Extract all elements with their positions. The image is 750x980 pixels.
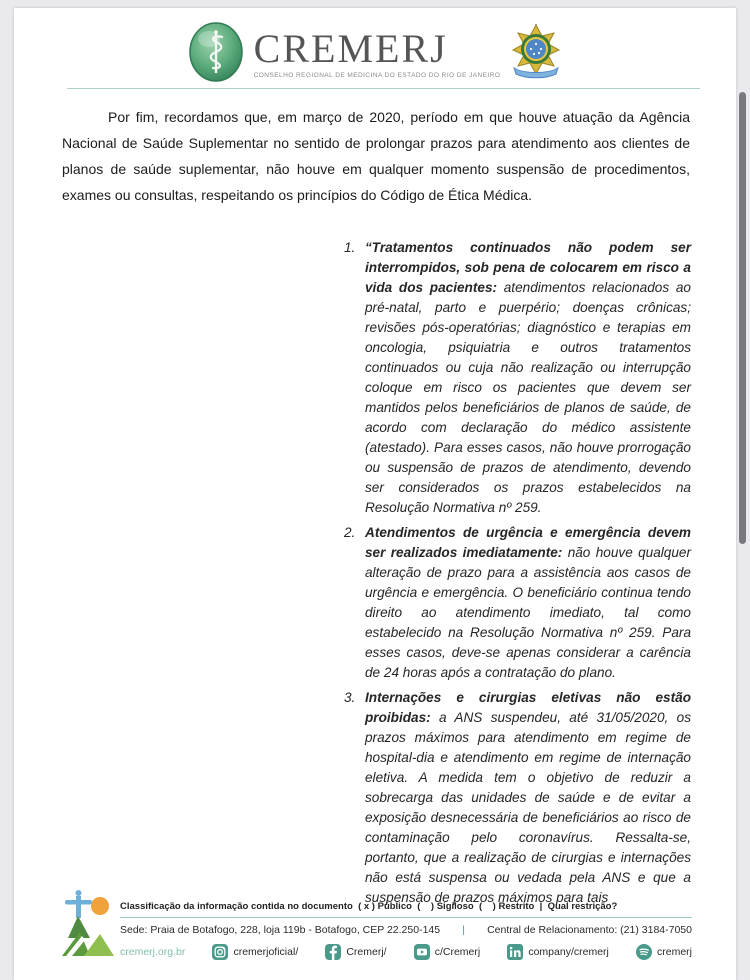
social-facebook[interactable] (325, 944, 386, 960)
footer-phone: Central de Relacionamento: (21) 3184-7050 (487, 924, 692, 936)
list-item-number: 3. (344, 690, 356, 705)
list-item-number: 2. (344, 525, 356, 540)
intro-paragraph: Por fim, recordamos que, em março de 2020, período em que houve atuação da Agência Nacional de Saúde Suplementar no sentido de prolongar prazos para atendimento aos clientes de planos de saúde suplementar, não houve em qualquer momento suspensão de procedimentos, exames ou consultas, respeitando os princípios do Código de Ética Médica. (62, 109, 690, 203)
footer-address: Sede: Praia de Botafogo, 228, loja 119b - Botafogo, CEP 22.250-145 (120, 924, 441, 936)
numbered-list (344, 238, 691, 913)
document-page (14, 8, 736, 980)
social-spotify[interactable] (636, 944, 692, 960)
list-item-text: atendimentos relacionados ao pré-natal, parto e puerpério; doenças crônicas; revisões pós-operatórias; diagnóstico e terapias em oncologia, psiquiatria e outros tratamentos continuados ou cuja não realização ou interrupção coloque em risco os pacientes que devem ser mantidos pelos beneficiários de planos de saúde, de acordo com declaração do médico assistente (atestado). Para esses casos, não houve prorrogação ou suspensão de prazos de atendimento, devendo ser considerados os prazos estabelecidos na Resolução Normativa nº 259. (365, 280, 691, 515)
social-linkedin-label: company/cremerj (528, 946, 609, 958)
youtube-icon (414, 944, 430, 960)
social-instagram-label: cremerjoficial/ (233, 946, 299, 958)
brand-block (253, 26, 501, 79)
brazil-coat-of-arms-icon (510, 22, 562, 87)
classification-line: Classificação da informação contida no documento ( x ) Público ( ) Sigiloso ( ) Restrito | Qual restrição? (120, 901, 618, 912)
list-item-number: 1. (344, 240, 356, 255)
footer-website[interactable]: cremerj.org.br (120, 946, 186, 958)
social-facebook-label: Cremerj/ (346, 946, 387, 958)
vertical-scrollbar-thumb[interactable] (739, 92, 746, 544)
facebook-icon (325, 944, 341, 960)
list-item (344, 523, 691, 683)
list-item-lead: “Tratamentos continuados não podem ser interrompidos, sob pena de colocarem em risco a vida dos pacientes: (365, 240, 691, 295)
rio-christ-mountains-logo-icon (60, 886, 116, 979)
social-instagram[interactable] (212, 944, 298, 960)
social-linkedin[interactable] (507, 944, 609, 960)
footer-divider (120, 917, 692, 918)
document-header (14, 8, 736, 88)
linkedin-icon (507, 944, 523, 960)
org-subtitle: CONSELHO REGIONAL DE MEDICINA DO ESTADO DO RIO DE JANEIRO (253, 72, 501, 79)
social-youtube-label: c/Cremerj (434, 946, 481, 958)
footer-social-row (120, 944, 692, 960)
org-name: CREMERJ (253, 26, 448, 71)
list-item (344, 238, 691, 518)
social-spotify-label: cremerj (656, 946, 692, 958)
list-item-text: não houve qualquer alteração de prazo para a assistência aos casos de urgência e emergência. O beneficiário continua tendo direito ao atendimento imediato, tal como estabelecido na Resolução Normativa nº 259. Para esses casos, deve-se apenas considerar a carência de 24 horas após a contratação do plano. (365, 545, 692, 680)
footer (120, 901, 692, 960)
header-divider (67, 88, 700, 89)
list-item (344, 688, 691, 908)
list-item-lead: Internações e cirurgias eletivas não estão proibidas: (365, 690, 691, 725)
caduceus-logo-icon (188, 21, 244, 88)
social-youtube[interactable] (414, 944, 481, 960)
footer-separator: | (462, 924, 465, 936)
footer-contact-row (120, 924, 692, 936)
instagram-icon (212, 944, 228, 960)
spotify-icon (636, 944, 652, 960)
list-item-text: a ANS suspendeu, até 31/05/2020, os prazos máximos para atendimento em regime de hospital-dia e atendimento em regime de internação eletiva. A medida tem o objetivo de reduzir a sobrecarga das unidades de saúde e de evitar a exposição desnecessária de beneficiários ao risco de contaminação pelo coronavírus. Ressalta-se, portanto, que a realização de cirurgias e internações não está suspensa ou vedada pela ANS e que a suspensão de prazos máximos para tais (365, 710, 692, 905)
list-item-lead: Atendimentos de urgência e emergência devem ser realizados imediatamente: (365, 525, 691, 560)
